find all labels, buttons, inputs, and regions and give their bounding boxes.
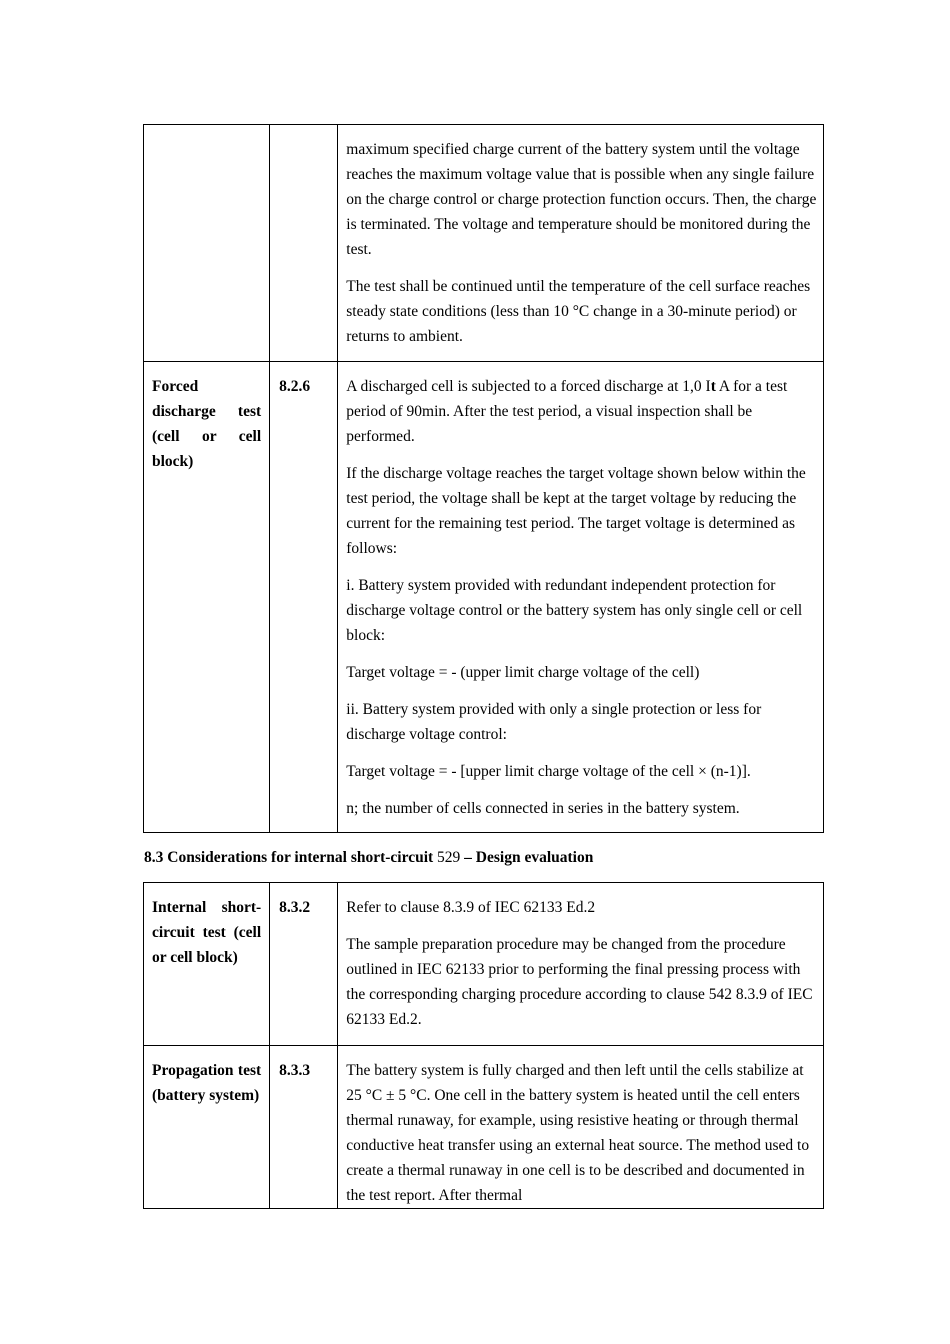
table-row — [144, 883, 824, 1046]
test-name-cell: Internal short-circuit test (cell or cell block) — [144, 883, 270, 1046]
clause-cell: 8.3.2 — [270, 883, 338, 1046]
description-cell — [338, 1046, 824, 1209]
description-cell — [338, 362, 824, 833]
paragraph: n; the number of cells connected in series in the battery system. — [346, 800, 740, 817]
paragraph: A discharged cell is subjected to a forced discharge at 1,0 It A for a test period of 90min. After the test period, a visual inspection shall be performed. — [346, 378, 788, 445]
paragraph: The test shall be continued until the temperature of the cell surface reaches steady state conditions (less than 10 °C change in a 30-minute period) or returns to ambient. — [346, 278, 811, 345]
paragraph: Target voltage = - (upper limit charge voltage of the cell) — [346, 664, 700, 681]
paragraph: Refer to clause 8.3.9 of IEC 62133 Ed.2 — [346, 899, 596, 916]
paragraph: maximum specified charge current of the battery system until the voltage reaches the maximum voltage value that is possible when any single failure on the charge control or charge protection function occurs. Then, the charge is terminated. The voltage and temperature should be monitored during the test. — [346, 141, 817, 258]
test-table-2 — [143, 882, 824, 1209]
test-name-cell: Forced discharge test (cell or cell block) — [144, 362, 270, 833]
paragraph: If the discharge voltage reaches the target voltage shown below within the test period, the voltage shall be kept at the target voltage by reducing the current for the remaining test period. The target voltage is determined as follows: — [346, 465, 806, 557]
table-row — [144, 362, 824, 833]
paragraph: Target voltage = - [upper limit charge voltage of the cell × (n-1)]. — [346, 763, 751, 780]
paragraph: i. Battery system provided with redundant independent protection for discharge voltage control or the battery system has only single cell or cell block: — [346, 577, 803, 644]
table-row — [144, 125, 824, 362]
paragraph: The sample preparation procedure may be changed from the procedure outlined in IEC 62133 prior to performing the final pressing process with the corresponding charging procedure according to clause 542 8.3.9 of IEC 62133 Ed.2. — [346, 936, 813, 1028]
paragraph: ii. Battery system provided with only a single protection or less for discharge voltage control: — [346, 701, 762, 743]
clause-cell: 8.2.6 — [270, 362, 338, 833]
description-cell — [338, 125, 824, 362]
test-name-cell: Propagation test (battery system) — [144, 1046, 270, 1209]
table-row — [144, 1046, 824, 1209]
test-name-cell — [144, 125, 270, 362]
test-table-1 — [143, 124, 824, 833]
clause-cell — [270, 125, 338, 362]
section-heading: 8.3 Considerations for internal short-circuit 529 – Design evaluation — [144, 849, 594, 866]
description-cell — [338, 883, 824, 1046]
paragraph: The battery system is fully charged and then left until the cells stabilize at 25 °C ± 5 °C. One cell in the battery system is heated until the cell enters thermal runaway, for example, using resistive heating or through thermal conductive heat transfer using an external heat source. The method used to create a thermal runaway in one cell is to be described and documented in the test report. After thermal — [346, 1062, 810, 1204]
clause-cell: 8.3.3 — [270, 1046, 338, 1209]
